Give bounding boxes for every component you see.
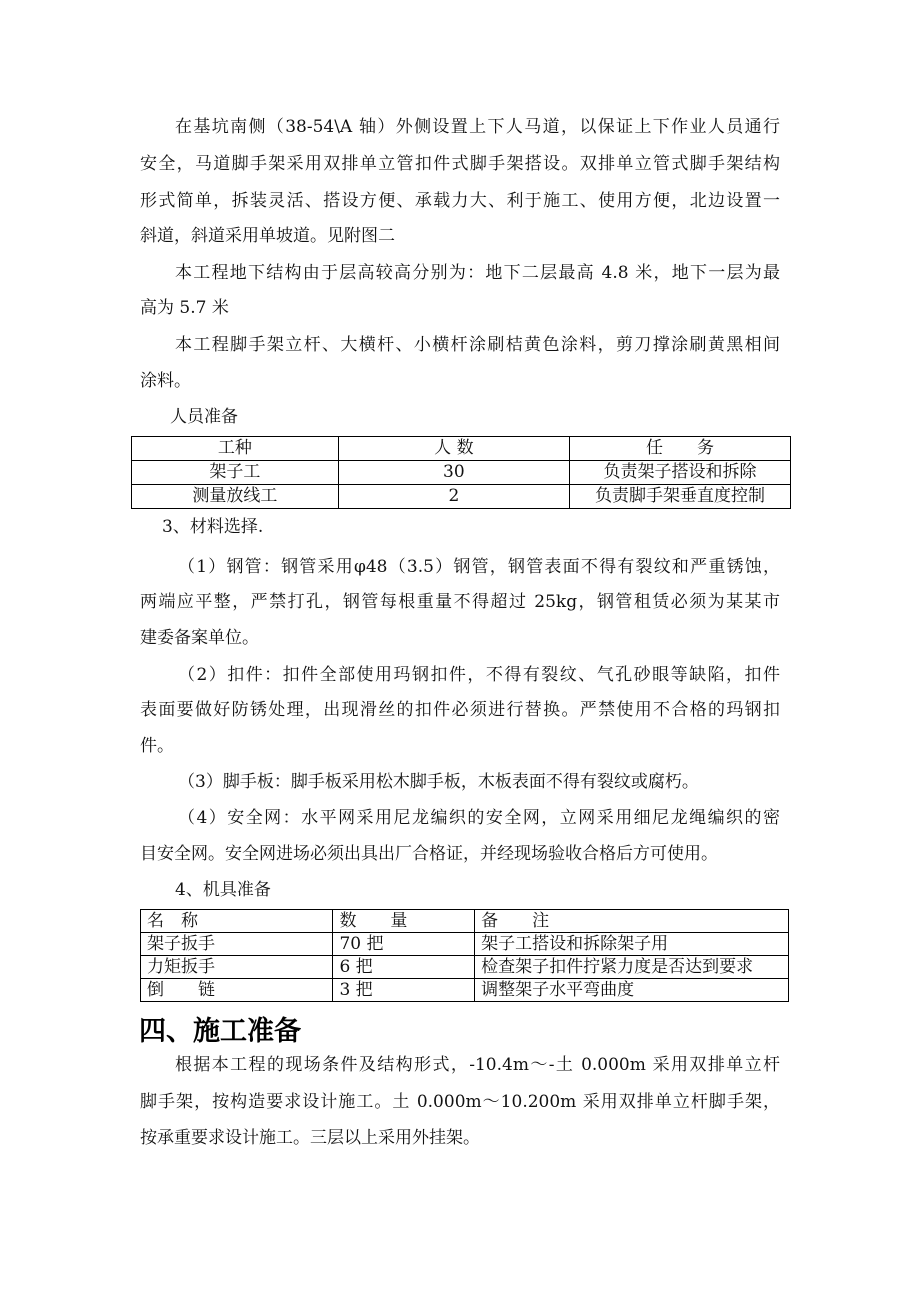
paragraph-2-line-2: 高为 5.7 米 [140,298,229,318]
material-4-line-1: （4）安全网：水平网采用尼龙编织的安全网，立网采用细尼龙绳编织的密 [178,808,780,828]
table-cell: 2 [338,485,569,509]
table-header-cell: 备 注 [475,910,789,933]
table-cell: 架子工搭设和拆除架子用 [475,933,789,956]
personnel-table [131,436,791,509]
paragraph-1-line-3: 形式简单，拆装灵活、搭设方便、承载力大、利于施工、使用方便，北边设置一 [140,191,780,211]
table-header-row [141,910,789,933]
table-header-row [132,437,791,461]
table-cell: 30 [338,461,569,485]
table-row [132,461,791,485]
table-header-cell: 人 数 [338,437,569,461]
table-cell: 负责架子搭设和拆除 [570,461,791,485]
table-cell: 架子工 [132,461,339,485]
materials-title: 3、材料选择. [162,517,264,537]
tools-title: 4、机具准备 [175,880,271,900]
material-1-line-1: （1）钢管：钢管采用φ48（3.5）钢管，钢管表面不得有裂纹和严重锈蚀， [178,557,780,577]
material-2-line-3: 件。 [140,736,174,756]
material-2-line-1: （2）扣件：扣件全部使用玛钢扣件，不得有裂纹、气孔砂眼等缺陷，扣件 [178,665,780,685]
table-row [132,485,791,509]
material-3-line-1: （3）脚手板：脚手板采用松木脚手板，木板表面不得有裂纹或腐朽。 [178,772,699,792]
paragraph-2-line-1: 本工程地下结构由于层高较高分别为：地下二层最高 4.8 米，地下一层为最 [175,263,780,283]
personnel-title: 人员准备 [170,407,238,427]
tools-table [140,909,789,1002]
material-2-line-2: 表面要做好防锈处理，出现滑丝的扣件必须进行替换。严禁使用不合格的玛钢扣 [140,700,780,720]
material-4-line-2: 目安全网。安全网进场必须出具出厂合格证，并经现场验收合格后方可使用。 [140,844,718,864]
table-header-cell: 工种 [132,437,339,461]
final-paragraph-line-3: 按承重要求设计施工。三层以上采用外挂架。 [140,1128,480,1148]
table-cell: 6 把 [333,956,475,979]
table-cell: 力矩扳手 [141,956,333,979]
table-cell: 负责脚手架垂直度控制 [570,485,791,509]
material-1-line-2: 两端应平整，严禁打孔，钢管每根重量不得超过 25kg，钢管租赁必须为某某市 [140,592,780,612]
table-cell: 调整架子水平弯曲度 [475,979,789,1002]
section-heading: 四、施工准备 [139,1016,301,1047]
table-cell: 3 把 [333,979,475,1002]
table-row [141,933,789,956]
final-paragraph-line-2: 脚手架，按构造要求设计施工。土 0.000m～10.200m 采用双排单立杆脚手架， [140,1092,780,1112]
paragraph-1-line-2: 安全，马道脚手架采用双排单立管扣件式脚手架搭设。双排单立管式脚手架结构 [140,154,780,174]
table-cell: 测量放线工 [132,485,339,509]
paragraph-1-line-4: 斜道，斜道采用单坡道。见附图二 [140,226,395,246]
final-paragraph-line-1: 根据本工程的现场条件及结构形式，-10.4m～-土 0.000m 采用双排单立杆 [175,1055,780,1075]
table-header-cell: 名 称 [141,910,333,933]
table-cell: 检查架子扣件拧紧力度是否达到要求 [475,956,789,979]
paragraph-3-line-2: 涂料。 [140,371,191,391]
table-header-cell: 数 量 [333,910,475,933]
table-row [141,979,789,1002]
table-cell: 70 把 [333,933,475,956]
table-cell: 倒 链 [141,979,333,1002]
paragraph-3-line-1: 本工程脚手架立杆、大横杆、小横杆涂刷桔黄色涂料，剪刀撑涂刷黄黑相间 [175,335,780,355]
material-1-line-3: 建委备案单位。 [140,628,259,648]
table-row [141,956,789,979]
paragraph-1-line-1: 在基坑南侧（38-54\A 轴）外侧设置上下人马道，以保证上下作业人员通行 [175,117,780,137]
table-cell: 架子扳手 [141,933,333,956]
table-header-cell: 任 务 [570,437,791,461]
